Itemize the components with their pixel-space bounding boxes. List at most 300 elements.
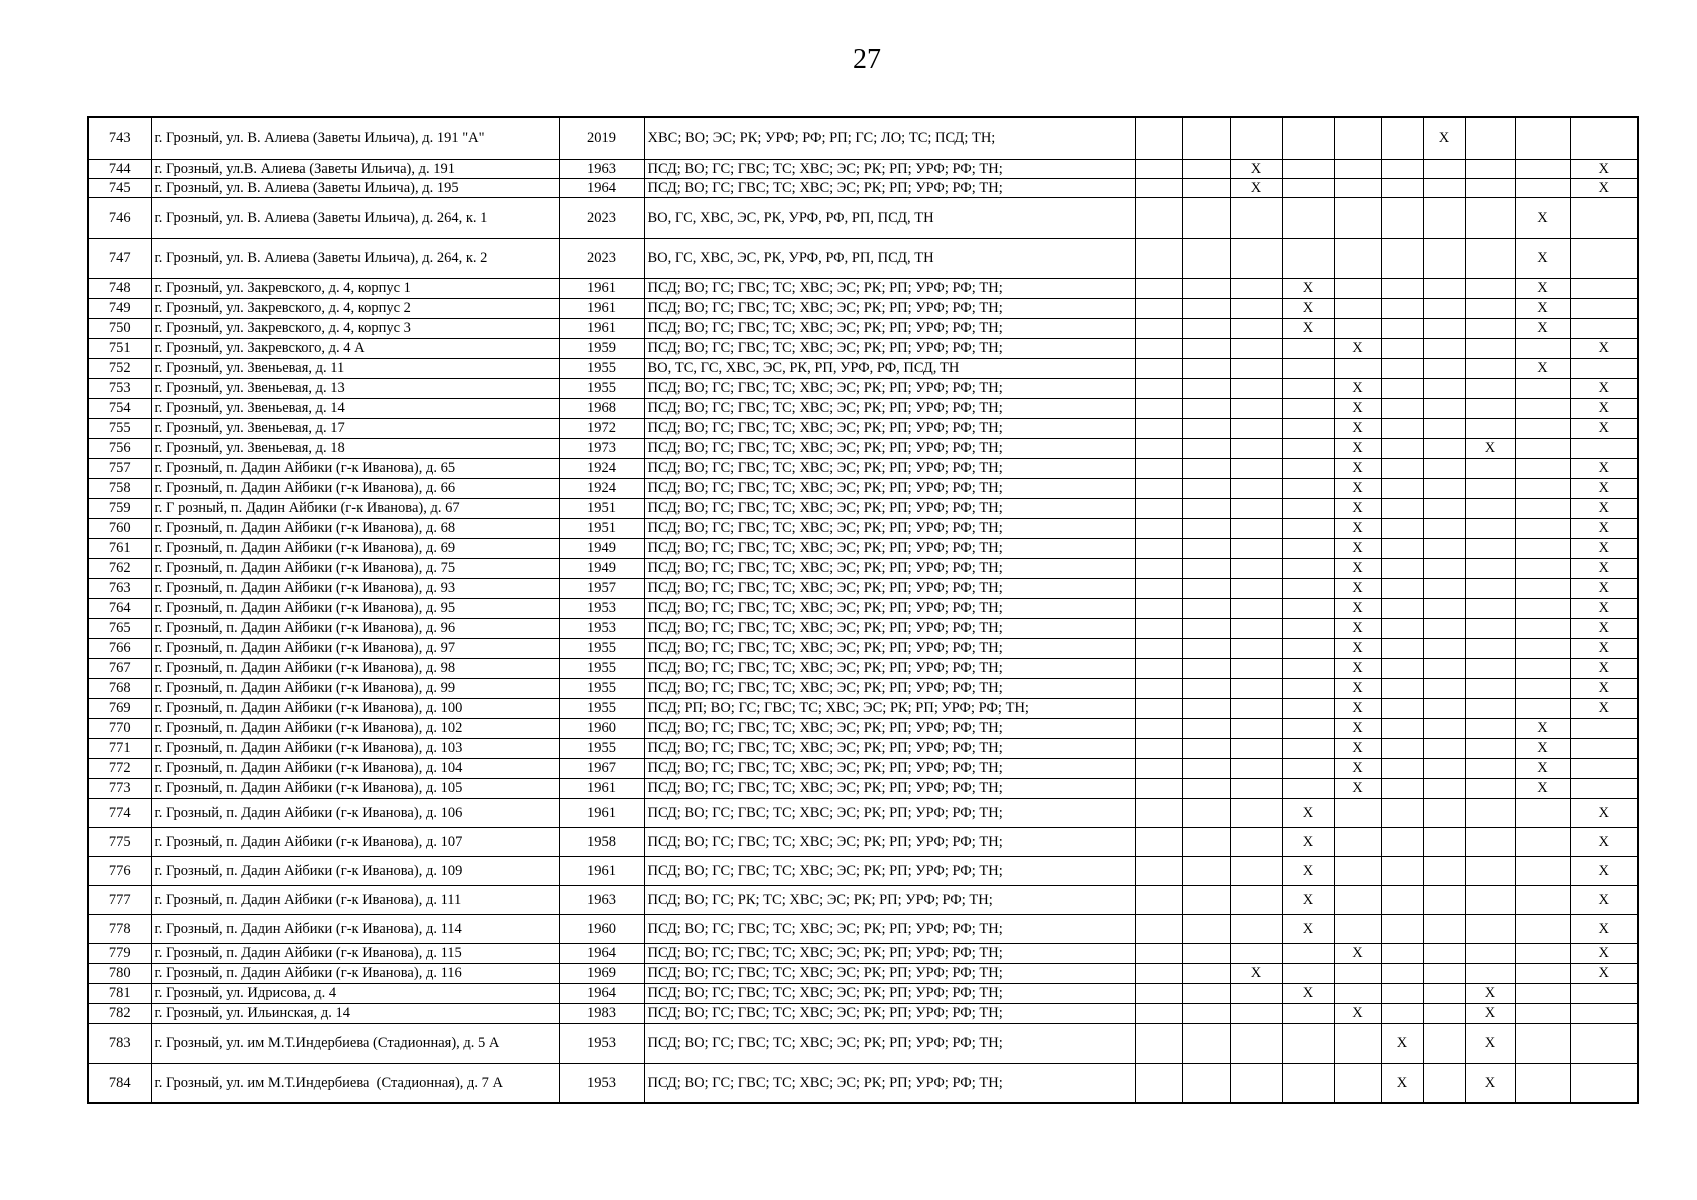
mark-cell xyxy=(1182,658,1230,678)
row-number: 761 xyxy=(88,538,151,558)
services-cell: ПСД; ВО; ГС; ГВС; ТС; ХВС; ЭС; РК; РП; УРФ; РФ; ТН; xyxy=(644,498,1135,518)
services-cell: ПСД; ВО; ГС; ГВС; ТС; ХВС; ЭС; РК; РП; УРФ; РФ; ТН; xyxy=(644,983,1135,1003)
mark-cell xyxy=(1182,963,1230,983)
mark-cell: X xyxy=(1334,378,1381,398)
address-cell: г. Грозный, ул. В. Алиева (Заветы Ильича), д. 264, к. 1 xyxy=(151,197,559,238)
mark-cell xyxy=(1515,856,1570,885)
mark-cell xyxy=(1182,638,1230,658)
mark-cell xyxy=(1465,478,1515,498)
mark-cell: X xyxy=(1282,983,1334,1003)
year-cell: 1953 xyxy=(559,1063,644,1103)
mark-cell xyxy=(1182,238,1230,278)
mark-cell xyxy=(1423,778,1465,798)
mark-cell xyxy=(1515,458,1570,478)
address-cell: г. Грозный, п. Дадин Айбики (г-к Иванова), д. 95 xyxy=(151,598,559,618)
mark-cell xyxy=(1515,658,1570,678)
mark-cell xyxy=(1465,738,1515,758)
mark-cell xyxy=(1282,418,1334,438)
mark-cell xyxy=(1230,738,1282,758)
mark-cell xyxy=(1282,963,1334,983)
mark-cell: X xyxy=(1570,963,1638,983)
address-cell: г. Грозный, ул. В. Алиева (Заветы Ильича), д. 264, к. 2 xyxy=(151,238,559,278)
mark-cell xyxy=(1465,827,1515,856)
mark-cell xyxy=(1135,278,1182,298)
mark-cell xyxy=(1282,758,1334,778)
mark-cell xyxy=(1515,398,1570,418)
mark-cell: X xyxy=(1570,698,1638,718)
mark-cell xyxy=(1135,678,1182,698)
mark-cell xyxy=(1282,358,1334,378)
year-cell: 1958 xyxy=(559,827,644,856)
services-cell: ПСД; ВО; ГС; ГВС; ТС; ХВС; ЭС; РК; РП; УРФ; РФ; ТН; xyxy=(644,558,1135,578)
table-row xyxy=(88,358,1638,378)
mark-cell xyxy=(1381,638,1423,658)
mark-cell xyxy=(1465,578,1515,598)
mark-cell xyxy=(1182,1063,1230,1103)
mark-cell xyxy=(1381,418,1423,438)
year-cell: 1955 xyxy=(559,678,644,698)
mark-cell xyxy=(1135,178,1182,197)
mark-cell xyxy=(1465,778,1515,798)
mark-cell xyxy=(1515,1023,1570,1063)
mark-cell: X xyxy=(1334,338,1381,358)
mark-cell xyxy=(1423,398,1465,418)
mark-cell xyxy=(1423,698,1465,718)
mark-cell xyxy=(1282,598,1334,618)
table-row xyxy=(88,298,1638,318)
mark-cell xyxy=(1135,798,1182,827)
table-row xyxy=(88,698,1638,718)
services-cell: ПСД; ВО; ГС; ГВС; ТС; ХВС; ЭС; РК; РП; УРФ; РФ; ТН; xyxy=(644,618,1135,638)
mark-cell xyxy=(1381,678,1423,698)
mark-cell xyxy=(1230,1003,1282,1023)
mark-cell xyxy=(1230,658,1282,678)
table-row xyxy=(88,914,1638,943)
mark-cell xyxy=(1230,538,1282,558)
mark-cell xyxy=(1334,159,1381,178)
mark-cell xyxy=(1570,238,1638,278)
row-number: 757 xyxy=(88,458,151,478)
mark-cell xyxy=(1423,827,1465,856)
mark-cell: X xyxy=(1515,278,1570,298)
address-cell: г. Грозный, ул. Закревского, д. 4 А xyxy=(151,338,559,358)
mark-cell xyxy=(1135,943,1182,963)
mark-cell: X xyxy=(1570,338,1638,358)
row-number: 764 xyxy=(88,598,151,618)
row-number: 749 xyxy=(88,298,151,318)
mark-cell xyxy=(1423,914,1465,943)
mark-cell xyxy=(1381,398,1423,418)
mark-cell xyxy=(1334,1023,1381,1063)
mark-cell: X xyxy=(1334,538,1381,558)
mark-cell: X xyxy=(1570,378,1638,398)
mark-cell: X xyxy=(1570,658,1638,678)
mark-cell xyxy=(1135,658,1182,678)
services-cell: ПСД; ВО; ГС; ГВС; ТС; ХВС; ЭС; РК; РП; УРФ; РФ; ТН; xyxy=(644,1063,1135,1103)
year-cell: 1953 xyxy=(559,598,644,618)
mark-cell xyxy=(1381,598,1423,618)
mark-cell xyxy=(1282,197,1334,238)
mark-cell xyxy=(1381,963,1423,983)
mark-cell xyxy=(1182,159,1230,178)
row-number: 773 xyxy=(88,778,151,798)
row-number: 746 xyxy=(88,197,151,238)
mark-cell xyxy=(1423,1023,1465,1063)
mark-cell xyxy=(1230,885,1282,914)
address-cell: г. Грозный, ул. Закревского, д. 4, корпус 3 xyxy=(151,318,559,338)
mark-cell: X xyxy=(1515,238,1570,278)
table-row xyxy=(88,983,1638,1003)
mark-cell xyxy=(1230,298,1282,318)
mark-cell xyxy=(1135,159,1182,178)
address-cell: г. Грозный, ул. Звеньевая, д. 17 xyxy=(151,418,559,438)
mark-cell xyxy=(1334,197,1381,238)
mark-cell xyxy=(1230,638,1282,658)
table-row xyxy=(88,318,1638,338)
address-cell: г. Грозный, ул. Звеньевая, д. 18 xyxy=(151,438,559,458)
mark-cell xyxy=(1334,238,1381,278)
mark-cell xyxy=(1135,1023,1182,1063)
mark-cell: X xyxy=(1230,963,1282,983)
mark-cell: X xyxy=(1230,159,1282,178)
row-number: 755 xyxy=(88,418,151,438)
address-cell: г. Грозный, п. Дадин Айбики (г-к Иванова), д. 106 xyxy=(151,798,559,827)
mark-cell: X xyxy=(1334,658,1381,678)
table-row xyxy=(88,827,1638,856)
mark-cell xyxy=(1135,578,1182,598)
mark-cell xyxy=(1182,478,1230,498)
mark-cell: X xyxy=(1570,458,1638,478)
mark-cell xyxy=(1465,538,1515,558)
mark-cell xyxy=(1282,238,1334,278)
mark-cell xyxy=(1282,698,1334,718)
mark-cell xyxy=(1334,827,1381,856)
address-cell: г. Грозный, ул. Звеньевая, д. 13 xyxy=(151,378,559,398)
mark-cell xyxy=(1135,478,1182,498)
row-number: 772 xyxy=(88,758,151,778)
mark-cell xyxy=(1182,298,1230,318)
mark-cell xyxy=(1230,378,1282,398)
mark-cell xyxy=(1282,178,1334,197)
row-number: 743 xyxy=(88,117,151,159)
mark-cell: X xyxy=(1334,758,1381,778)
row-number: 751 xyxy=(88,338,151,358)
mark-cell: X xyxy=(1334,598,1381,618)
mark-cell xyxy=(1135,318,1182,338)
table-row xyxy=(88,458,1638,478)
mark-cell xyxy=(1135,338,1182,358)
mark-cell xyxy=(1515,338,1570,358)
mark-cell: X xyxy=(1570,798,1638,827)
mark-cell xyxy=(1282,658,1334,678)
address-cell: г. Грозный, п. Дадин Айбики (г-к Иванова), д. 68 xyxy=(151,518,559,538)
mark-cell xyxy=(1465,698,1515,718)
mark-cell: X xyxy=(1570,418,1638,438)
mark-cell xyxy=(1381,798,1423,827)
mark-cell xyxy=(1230,718,1282,738)
table-row xyxy=(88,338,1638,358)
row-number: 762 xyxy=(88,558,151,578)
mark-cell xyxy=(1135,1063,1182,1103)
mark-cell xyxy=(1135,418,1182,438)
year-cell: 1955 xyxy=(559,658,644,678)
mark-cell xyxy=(1182,698,1230,718)
mark-cell xyxy=(1515,943,1570,963)
row-number: 752 xyxy=(88,358,151,378)
address-cell: г. Грозный, п. Дадин Айбики (г-к Иванова), д. 97 xyxy=(151,638,559,658)
mark-cell xyxy=(1334,983,1381,1003)
mark-cell xyxy=(1515,1003,1570,1023)
mark-cell xyxy=(1334,798,1381,827)
mark-cell xyxy=(1381,358,1423,378)
table-row xyxy=(88,885,1638,914)
year-cell: 1955 xyxy=(559,358,644,378)
mark-cell xyxy=(1381,318,1423,338)
mark-cell xyxy=(1515,618,1570,638)
mark-cell: X xyxy=(1282,798,1334,827)
mark-cell: X xyxy=(1515,778,1570,798)
mark-cell xyxy=(1423,418,1465,438)
mark-cell: X xyxy=(1282,885,1334,914)
mark-cell xyxy=(1182,538,1230,558)
services-cell: ПСД; ВО; ГС; ГВС; ТС; ХВС; ЭС; РК; РП; УРФ; РФ; ТН; xyxy=(644,798,1135,827)
mark-cell xyxy=(1182,278,1230,298)
table-row xyxy=(88,638,1638,658)
services-cell: ПСД; ВО; ГС; ГВС; ТС; ХВС; ЭС; РК; РП; УРФ; РФ; ТН; xyxy=(644,458,1135,478)
address-cell: г. Грозный, ул. им М.Т.Индербиева (Стадионная), д. 7 А xyxy=(151,1063,559,1103)
mark-cell xyxy=(1570,1003,1638,1023)
mark-cell xyxy=(1282,718,1334,738)
mark-cell xyxy=(1423,658,1465,678)
mark-cell xyxy=(1230,278,1282,298)
mark-cell xyxy=(1135,827,1182,856)
mark-cell xyxy=(1230,578,1282,598)
mark-cell: X xyxy=(1334,618,1381,638)
year-cell: 1949 xyxy=(559,558,644,578)
mark-cell: X xyxy=(1570,538,1638,558)
mark-cell xyxy=(1515,498,1570,518)
row-number: 769 xyxy=(88,698,151,718)
services-cell: ПСД; ВО; ГС; ГВС; ТС; ХВС; ЭС; РК; РП; УРФ; РФ; ТН; xyxy=(644,438,1135,458)
year-cell: 1961 xyxy=(559,318,644,338)
mark-cell xyxy=(1465,298,1515,318)
services-cell: ПСД; ВО; ГС; ГВС; ТС; ХВС; ЭС; РК; РП; УРФ; РФ; ТН; xyxy=(644,298,1135,318)
mark-cell: X xyxy=(1334,498,1381,518)
mark-cell: X xyxy=(1515,358,1570,378)
mark-cell: X xyxy=(1334,478,1381,498)
row-number: 775 xyxy=(88,827,151,856)
table-row xyxy=(88,418,1638,438)
row-number: 781 xyxy=(88,983,151,1003)
mark-cell: X xyxy=(1282,914,1334,943)
row-number: 763 xyxy=(88,578,151,598)
mark-cell xyxy=(1282,618,1334,638)
address-cell: г. Грозный, ул.В. Алиева (Заветы Ильича), д. 191 xyxy=(151,159,559,178)
year-cell: 2019 xyxy=(559,117,644,159)
mark-cell xyxy=(1515,478,1570,498)
services-cell: ПСД; ВО; ГС; ГВС; ТС; ХВС; ЭС; РК; РП; УРФ; РФ; ТН; xyxy=(644,578,1135,598)
year-cell: 1957 xyxy=(559,578,644,598)
row-number: 754 xyxy=(88,398,151,418)
mark-cell xyxy=(1423,338,1465,358)
services-cell: ПСД; ВО; ГС; ГВС; ТС; ХВС; ЭС; РК; РП; УРФ; РФ; ТН; xyxy=(644,718,1135,738)
table-row xyxy=(88,798,1638,827)
mark-cell xyxy=(1230,943,1282,963)
year-cell: 1961 xyxy=(559,856,644,885)
services-cell: ВО, ТС, ГС, ХВС, ЭС, РК, РП, УРФ, РФ, ПСД, ТН xyxy=(644,358,1135,378)
mark-cell xyxy=(1515,983,1570,1003)
mark-cell xyxy=(1465,338,1515,358)
services-cell: ПСД; ВО; ГС; ГВС; ТС; ХВС; ЭС; РК; РП; УРФ; РФ; ТН; xyxy=(644,178,1135,197)
address-cell: г. Г розный, п. Дадин Айбики (г-к Иванова), д. 67 xyxy=(151,498,559,518)
mark-cell xyxy=(1423,278,1465,298)
address-cell: г. Грозный, ул. Закревского, д. 4, корпус 1 xyxy=(151,278,559,298)
year-cell: 1964 xyxy=(559,983,644,1003)
mark-cell: X xyxy=(1570,598,1638,618)
mark-cell: X xyxy=(1570,856,1638,885)
year-cell: 1964 xyxy=(559,178,644,197)
year-cell: 1924 xyxy=(559,458,644,478)
mark-cell: X xyxy=(1282,856,1334,885)
services-cell: ПСД; ВО; ГС; ГВС; ТС; ХВС; ЭС; РК; РП; УРФ; РФ; ТН; xyxy=(644,518,1135,538)
year-cell: 1953 xyxy=(559,1023,644,1063)
mark-cell xyxy=(1515,914,1570,943)
services-cell: ПСД; ВО; ГС; ГВС; ТС; ХВС; ЭС; РК; РП; УРФ; РФ; ТН; xyxy=(644,598,1135,618)
mark-cell: X xyxy=(1515,298,1570,318)
mark-cell xyxy=(1465,678,1515,698)
mark-cell xyxy=(1423,478,1465,498)
mark-cell xyxy=(1465,558,1515,578)
mark-cell xyxy=(1381,278,1423,298)
mark-cell xyxy=(1334,117,1381,159)
mark-cell xyxy=(1282,438,1334,458)
address-cell: г. Грозный, п. Дадин Айбики (г-к Иванова), д. 66 xyxy=(151,478,559,498)
services-cell: ПСД; ВО; ГС; ГВС; ТС; ХВС; ЭС; РК; РП; УРФ; РФ; ТН; xyxy=(644,478,1135,498)
mark-cell xyxy=(1182,798,1230,827)
year-cell: 1961 xyxy=(559,798,644,827)
mark-cell xyxy=(1282,458,1334,478)
mark-cell xyxy=(1423,885,1465,914)
mark-cell: X xyxy=(1465,1023,1515,1063)
mark-cell xyxy=(1465,378,1515,398)
row-number: 767 xyxy=(88,658,151,678)
mark-cell xyxy=(1135,458,1182,478)
mark-cell xyxy=(1465,914,1515,943)
mark-cell xyxy=(1515,558,1570,578)
table-row xyxy=(88,963,1638,983)
mark-cell xyxy=(1282,678,1334,698)
mark-cell xyxy=(1381,698,1423,718)
year-cell: 1968 xyxy=(559,398,644,418)
mark-cell xyxy=(1182,458,1230,478)
mark-cell xyxy=(1182,398,1230,418)
mark-cell xyxy=(1182,598,1230,618)
mark-cell xyxy=(1423,983,1465,1003)
mark-cell xyxy=(1182,983,1230,1003)
mark-cell xyxy=(1135,885,1182,914)
mark-cell xyxy=(1334,298,1381,318)
address-cell: г. Грозный, п. Дадин Айбики (г-к Иванова), д. 102 xyxy=(151,718,559,738)
mark-cell: X xyxy=(1570,885,1638,914)
table-row xyxy=(88,278,1638,298)
table-row xyxy=(88,558,1638,578)
mark-cell xyxy=(1381,518,1423,538)
mark-cell xyxy=(1182,778,1230,798)
services-cell: ПСД; ВО; ГС; ГВС; ТС; ХВС; ЭС; РК; РП; УРФ; РФ; ТН; xyxy=(644,278,1135,298)
mark-cell xyxy=(1282,378,1334,398)
mark-cell xyxy=(1135,758,1182,778)
mark-cell: X xyxy=(1334,398,1381,418)
mark-cell xyxy=(1515,159,1570,178)
mark-cell xyxy=(1423,678,1465,698)
mark-cell xyxy=(1182,418,1230,438)
mark-cell xyxy=(1570,278,1638,298)
mark-cell xyxy=(1230,318,1282,338)
address-cell: г. Грозный, ул. Ильинская, д. 14 xyxy=(151,1003,559,1023)
mark-cell xyxy=(1135,238,1182,278)
mark-cell xyxy=(1381,856,1423,885)
address-cell: г. Грозный, п. Дадин Айбики (г-к Иванова), д. 98 xyxy=(151,658,559,678)
mark-cell xyxy=(1515,117,1570,159)
address-cell: г. Грозный, ул. Закревского, д. 4, корпус 2 xyxy=(151,298,559,318)
mark-cell xyxy=(1182,178,1230,197)
mark-cell: X xyxy=(1570,518,1638,538)
mark-cell xyxy=(1230,117,1282,159)
mark-cell xyxy=(1230,238,1282,278)
mark-cell xyxy=(1282,1003,1334,1023)
mark-cell xyxy=(1423,518,1465,538)
mark-cell xyxy=(1570,318,1638,338)
mark-cell xyxy=(1135,914,1182,943)
services-cell: ПСД; ВО; ГС; ГВС; ТС; ХВС; ЭС; РК; РП; УРФ; РФ; ТН; xyxy=(644,378,1135,398)
mark-cell xyxy=(1515,678,1570,698)
mark-cell: X xyxy=(1282,318,1334,338)
services-cell: ПСД; ВО; ГС; ГВС; ТС; ХВС; ЭС; РК; РП; УРФ; РФ; ТН; xyxy=(644,856,1135,885)
mark-cell xyxy=(1282,578,1334,598)
mark-cell: X xyxy=(1334,458,1381,478)
year-cell: 1973 xyxy=(559,438,644,458)
year-cell: 1955 xyxy=(559,378,644,398)
row-number: 778 xyxy=(88,914,151,943)
mark-cell: X xyxy=(1570,618,1638,638)
mark-cell xyxy=(1334,358,1381,378)
mark-cell xyxy=(1282,558,1334,578)
page-number: 27 xyxy=(853,44,881,75)
mark-cell: X xyxy=(1515,318,1570,338)
mark-cell xyxy=(1230,678,1282,698)
table-row xyxy=(88,197,1638,238)
mark-cell xyxy=(1381,738,1423,758)
mark-cell xyxy=(1230,618,1282,638)
mark-cell: X xyxy=(1423,117,1465,159)
mark-cell: X xyxy=(1334,943,1381,963)
services-cell: ХВС; ВО; ЭС; РК; УРФ; РФ; РП; ГС; ЛО; ТС; ПСД; ТН; xyxy=(644,117,1135,159)
mark-cell xyxy=(1381,558,1423,578)
mark-cell: X xyxy=(1282,298,1334,318)
services-cell: ПСД; ВО; ГС; ГВС; ТС; ХВС; ЭС; РК; РП; УРФ; РФ; ТН; xyxy=(644,638,1135,658)
mark-cell xyxy=(1381,338,1423,358)
services-cell: ВО, ГС, ХВС, ЭС, РК, УРФ, РФ, РП, ПСД, ТН xyxy=(644,197,1135,238)
mark-cell xyxy=(1423,856,1465,885)
mark-cell xyxy=(1423,558,1465,578)
mark-cell: X xyxy=(1381,1023,1423,1063)
services-cell: ПСД; ВО; ГС; ГВС; ТС; ХВС; ЭС; РК; РП; УРФ; РФ; ТН; xyxy=(644,418,1135,438)
mark-cell xyxy=(1334,914,1381,943)
mark-cell xyxy=(1135,438,1182,458)
services-cell: ПСД; ВО; ГС; ГВС; ТС; ХВС; ЭС; РК; РП; УРФ; РФ; ТН; xyxy=(644,943,1135,963)
mark-cell: X xyxy=(1334,698,1381,718)
mark-cell xyxy=(1334,856,1381,885)
